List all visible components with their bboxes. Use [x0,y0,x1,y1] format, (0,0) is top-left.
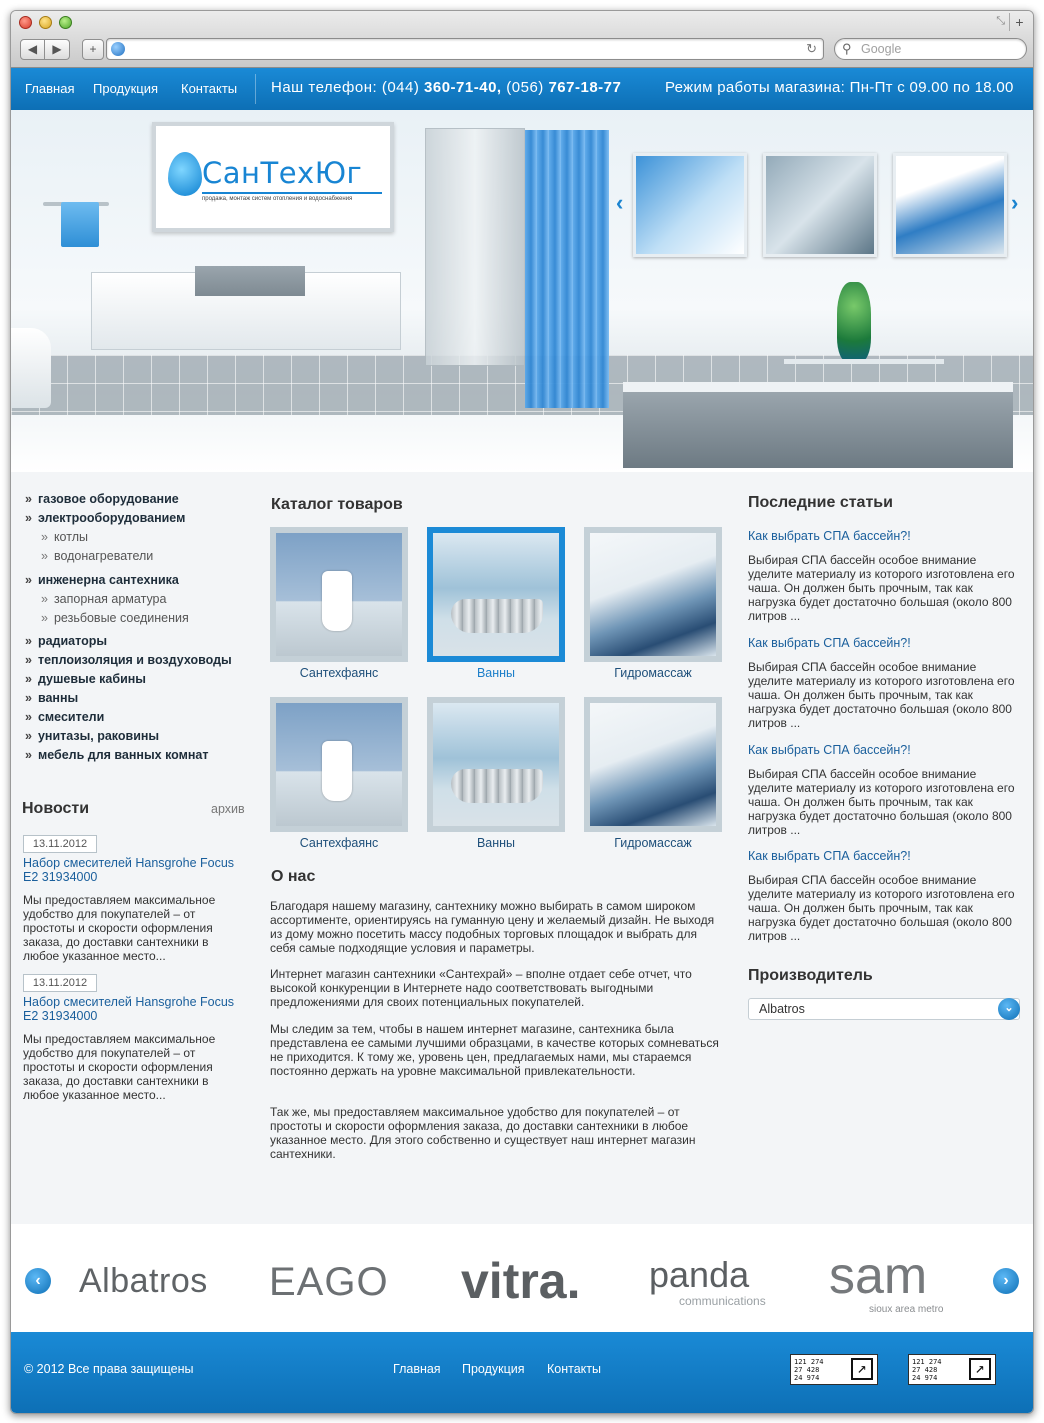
visit-counter[interactable] [790,1354,878,1385]
news-item-text: Мы предоставляем максимальное удобство для покупателей – от простоты и скорости оформления заказа, до доставки сантехники в любое указанное место... [23,1032,216,1102]
sink [195,266,305,296]
bullet-icon: » [25,729,32,743]
shower-curtain [525,130,609,408]
reload-icon[interactable]: ↻ [806,41,817,56]
brand-logo-sam[interactable]: sam [829,1247,928,1305]
submenu-item[interactable] [41,530,88,544]
menu-item[interactable] [25,573,179,587]
menu-item[interactable] [25,729,159,743]
article-text: Выбирая СПА бассейн особое внимание уделите материалу из которого изготовлена его чаша. Он должен быть прочным, так как нагрузка будет достаточно большая (около 800 литров ... [748,873,1015,943]
footer-home-link[interactable]: Главная [393,1362,441,1376]
news-item-text: Мы предоставляем максимальное удобство для покупателей – от простоты и скорости оформления заказа, до доставки сантехники в любое указанное место... [23,893,216,963]
brands-prev-button[interactable]: ‹ [25,1268,51,1294]
about-paragraph: Благодаря нашему магазину, сантехнику можно выбирать в самом широком ассортименте, ориентируясь на гуманную цену и желаемый дизайн. Не выходя из дому можно посетить массу подобных торговых площадок и выбрать для себя самые подходящие условия и параметры. [270,899,715,955]
minimize-window-button[interactable] [39,16,52,29]
slider-thumb[interactable] [763,153,877,257]
nav-contacts-link[interactable]: Контакты [181,81,238,96]
nav-home-link[interactable]: Главная [25,81,75,96]
article-text: Выбирая СПА бассейн особое внимание уделите материалу из которого изготовлена его чаша. Он должен быть прочным, так как нагрузка будет достаточно большая (около 800 литров ... [748,767,1015,837]
towel [61,202,99,247]
bullet-icon: » [25,573,32,587]
news-date-badge: 13.11.2012 [23,974,97,992]
manufacturer-selected-value: Albatros [759,1002,805,1016]
submenu-item[interactable] [41,549,153,563]
product-label[interactable]: Ванны [476,666,516,680]
product-card[interactable] [427,527,565,662]
menu-item-label: смесители [37,710,105,724]
fullscreen-icon[interactable]: ⤡ [996,15,1005,27]
phone1-code: (044) [381,79,420,96]
about-paragraph: Так же, мы предоставляем максимальное удобство для покупателей – от простоты и скорости оформления заказа, до доставки сантехники в любое указанное место. Для этого собственно и существует наш интернет магазин сантехники. [270,1105,696,1161]
menu-item[interactable] [25,634,107,648]
phone1-number: 360-71-40, [424,79,502,96]
menu-item[interactable] [25,691,78,705]
product-card[interactable] [427,697,565,832]
copyright: © 2012 Все права защищены [24,1362,194,1376]
brand-logo-panda[interactable]: panda [649,1254,750,1295]
menu-item-label: резьбовые соединения [53,611,189,625]
brand-logo-vitra[interactable]: vitra. [461,1253,581,1309]
flower-vase [837,282,871,362]
product-label[interactable]: Гидромассаж [614,666,692,680]
catalog-heading: Каталог товаров [271,496,403,513]
bullet-icon: » [25,511,32,525]
logo-underline [202,192,382,194]
menu-item[interactable] [25,672,146,686]
bullet-icon: » [41,530,48,544]
brand-logo-sam-subtitle: sioux area metro [869,1304,944,1315]
bullet-icon: » [25,672,32,686]
close-window-button[interactable] [19,16,32,29]
logo-text: СанТехЮг [202,156,363,190]
menu-item-label: теплоизоляция и воздуховоды [37,653,232,667]
forward-button[interactable]: ▶ [45,39,70,60]
article-link[interactable]: Как выбрать СПА бассейн?! [748,529,911,543]
product-image [590,533,716,656]
visit-counter[interactable] [908,1354,996,1385]
menu-item-label: душевые кабины [37,672,146,686]
menu-item[interactable] [25,748,209,762]
bullet-icon: » [25,691,32,705]
bathtub-illustration [623,382,1013,468]
menu-item-label: инженерна сантехника [37,573,179,587]
counter-line: 27 428 [912,1366,938,1374]
product-image [590,703,716,826]
search-icon: ⚲ [842,41,852,56]
slider-next-button[interactable]: › [1011,190,1019,215]
article-text: Выбирая СПА бассейн особое внимание уделите материалу из которого изготовлена его чаша. Он должен быть прочным, так как нагрузка будет достаточно большая (около 800 литров ... [748,553,1015,623]
menu-item-label: газовое оборудование [37,492,179,506]
add-tab-button[interactable]: + [1009,13,1029,31]
footer [11,1332,1034,1414]
product-image [276,703,402,826]
article-link[interactable]: Как выбрать СПА бассейн?! [748,743,911,757]
phone-label: Наш телефон: [271,79,378,96]
menu-item[interactable] [25,492,179,506]
brand-logo-eago[interactable]: EAGO [269,1260,389,1304]
address-bar[interactable] [106,38,824,60]
about-paragraph: Интернет магазин сантехники «Сантехрай» – вполне отдает себе отчет, что высокой конкуренции в Интернете надо соответствовать выгодными предложениями для своих потенциальных покупателей. [270,967,692,1009]
menu-item-label: ванны [37,691,79,705]
footer-contacts-link[interactable]: Контакты [547,1362,601,1376]
counter-line: 121 274 [912,1358,942,1366]
about-heading: О нас [271,868,316,885]
globe-icon [111,42,125,56]
product-label[interactable]: Сантехфаянс [299,666,379,680]
browser-toolbar [11,11,1033,68]
news-heading: Новости [22,800,90,817]
counter-line: 121 274 [794,1358,824,1366]
top-bar [11,68,1034,110]
news-archive-link[interactable]: архив [211,802,245,816]
footer-products-link[interactable]: Продукция [462,1362,525,1376]
product-image [276,533,402,656]
logo-subtitle: продажа, монтаж систем отопления и водоснабжения [202,196,353,202]
product-card[interactable] [584,697,722,832]
menu-item[interactable] [25,511,185,525]
hero-banner [11,110,1034,472]
shower-cabin [425,128,525,366]
add-bookmark-button[interactable]: + [82,39,104,60]
product-image [433,533,559,656]
slider-thumb[interactable] [633,153,747,257]
toilet-illustration [11,328,51,408]
bullet-icon: » [25,653,32,667]
site-logo[interactable] [152,122,394,232]
counter-line: 27 428 [794,1366,820,1374]
about-paragraph: Мы следим за тем, чтобы в нашем интернет магазине, сантехника была представлена ее самыми лучшими образцами, в качестве которых сомневаться не приходится. К тому же, уровень цен, предлагаемых нами, мы стараемся постоянно держать на уровне максимальной привлекательности. [270,1022,719,1078]
back-button[interactable]: ◀ [20,39,45,60]
browser-window [10,10,1034,1414]
menu-item-label: запорная арматура [53,592,167,606]
product-label[interactable]: Сантехфаянс [299,836,379,850]
search-input[interactable] [834,38,1027,60]
articles-heading: Последние статьи [748,494,893,511]
brand-logo-panda-subtitle: communications [679,1294,766,1308]
arrow-up-right-icon: ↗ [969,1358,991,1380]
search-placeholder: Google [861,42,902,56]
water-drop-icon [168,152,202,196]
submenu-item[interactable] [41,592,166,606]
brand-logo-albatros[interactable]: Albatros [79,1262,208,1300]
bullet-icon: » [25,748,32,762]
brands-carousel [11,1224,1034,1332]
product-label[interactable]: Гидромассаж [614,836,692,850]
bullet-icon: » [41,611,48,625]
article-link[interactable]: Как выбрать СПА бассейн?! [748,636,911,650]
web-page [11,68,1034,1414]
menu-item[interactable] [25,710,104,724]
nav-products-link[interactable]: Продукция [93,81,159,96]
product-card[interactable] [584,527,722,662]
counter-line: 24 974 [912,1374,938,1382]
menu-item-label: мебель для ванных комнат [37,748,209,762]
news-item-link[interactable]: Набор смесителей Hansgrohe Focus E2 31934000 [23,995,235,1023]
bullet-icon: » [25,492,32,506]
slider-prev-button[interactable]: ‹ [616,190,624,215]
phone-info [271,79,621,96]
bullet-icon: » [25,634,32,648]
brands-next-button[interactable]: › [993,1268,1019,1294]
slider-thumb[interactable] [893,153,1007,257]
bullet-icon: » [41,549,48,563]
menu-item-label: водонагреватели [53,549,154,563]
shelf [784,359,944,364]
product-image [433,703,559,826]
manufacturer-heading: Производитель [748,967,873,984]
phone2-code: (056) [506,79,544,96]
counter-line: 24 974 [794,1374,820,1382]
menu-item-label: радиаторы [37,634,108,648]
menu-item-label: унитазы, раковины [37,729,160,743]
menu-item-label: электрооборудованием [37,511,186,525]
manufacturer-select[interactable] [748,998,1020,1020]
divider [255,74,256,104]
chevron-down-icon[interactable]: ⌄ [998,998,1020,1020]
menu-item-label: котлы [53,530,88,544]
arrow-up-right-icon: ↗ [851,1358,873,1380]
zoom-window-button[interactable] [59,16,72,29]
news-date-badge: 13.11.2012 [23,835,97,853]
working-hours: Режим работы магазина: Пн-Пт с 09.00 по 18.00 [665,79,1014,96]
bullet-icon: » [25,710,32,724]
phone2-number: 767-18-77 [548,79,622,96]
article-text: Выбирая СПА бассейн особое внимание уделите материалу из которого изготовлена его чаша. Он должен быть прочным, так как нагрузка будет достаточно большая (около 800 литров ... [748,660,1015,730]
menu-item[interactable] [25,653,232,667]
submenu-item[interactable] [41,611,189,625]
product-label[interactable]: Ванны [476,836,516,850]
news-item-link[interactable]: Набор смесителей Hansgrohe Focus E2 31934000 [23,856,235,884]
product-card[interactable] [270,697,408,832]
bullet-icon: » [41,592,48,606]
product-card[interactable] [270,527,408,662]
article-link[interactable]: Как выбрать СПА бассейн?! [748,849,911,863]
